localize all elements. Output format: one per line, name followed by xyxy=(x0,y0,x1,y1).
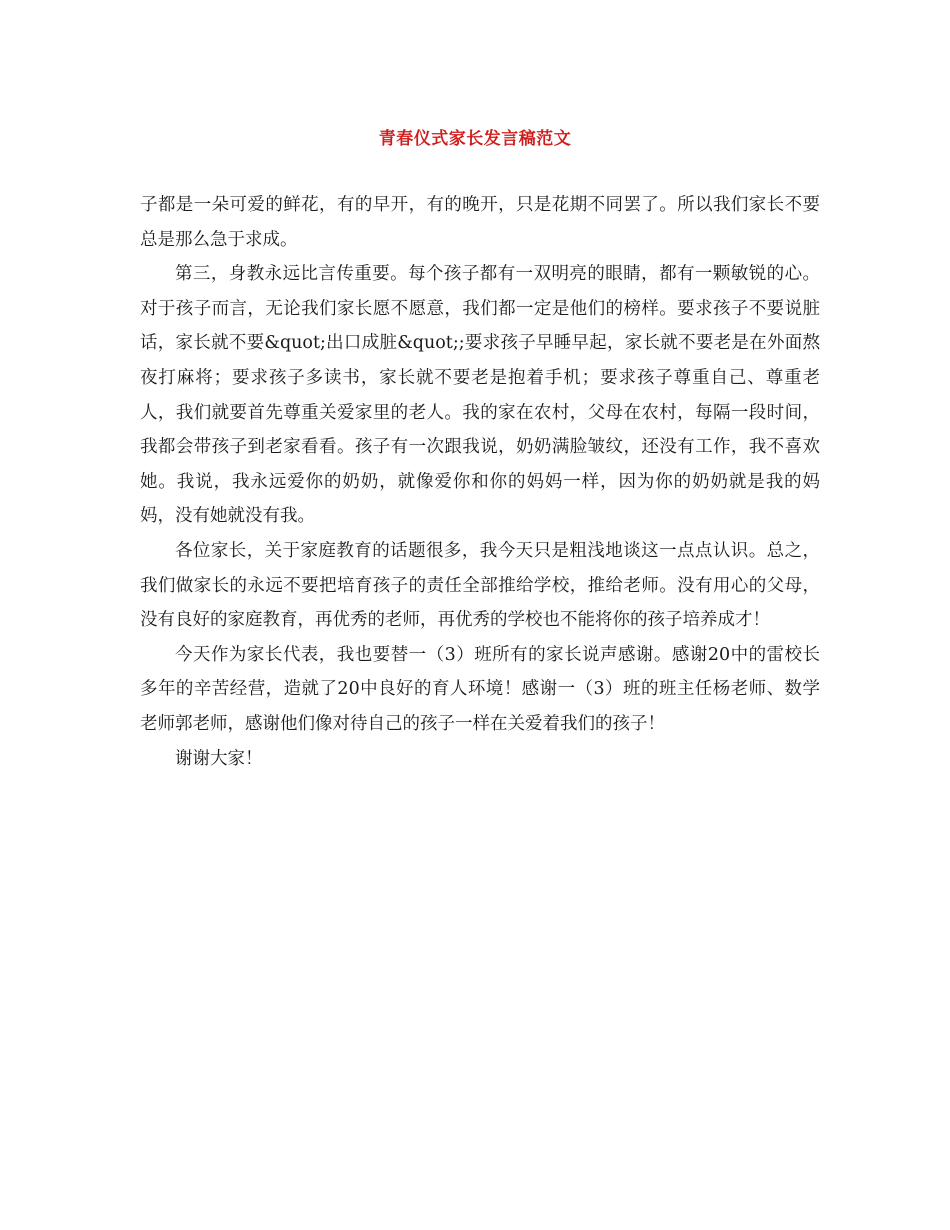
paragraph: 今天作为家长代表，我也要替一（3）班所有的家长说声感谢。感谢20中的雷校长多年的辛苦经营，造就了20中良好的育人环境！感谢一（3）班的班主任杨老师、数学老师郭老师，感谢他们像对待自己的孩子一样在关爱着我们的孩子！ xyxy=(140,644,820,734)
document-title: 青春仪式家长发言稿范文 xyxy=(378,129,572,149)
paragraph: 各位家长，关于家庭教育的话题很多，我今天只是粗浅地谈这一点点认识。总之，我们做家长的永远不要把培育孩子的责任全部推给学校，推给老师。没有用心的父母，没有良好的家庭教育，再优秀的老师，再优秀的学校也不能将你的孩子培养成才！ xyxy=(140,540,820,631)
paragraph: 子都是一朵可爱的鲜花，有的早开，有的晚开，只是花期不同罢了。所以我们家长不要总是那么急于求成。 xyxy=(140,195,820,250)
paragraph: 第三，身教永远比言传重要。每个孩子都有一双明亮的眼睛，都有一颗敏锐的心。对于孩子而言，无论我们家长愿不愿意，我们都一定是他们的榜样。要求孩子不要说脏话，家长就不要&quot;出口成脏&quot;;要求孩子早睡早起，家长就不要老是在外面熬夜打麻将；要求孩子多读书，家长就不要老是抱着手机；要求孩子尊重自己、尊重老人，我们就要首先尊重关爱家里的老人。我的家在农村，父母在农村，每隔一段时间，我都会带孩子到老家看看。孩子有一次跟我说，奶奶满脸皱纹，还没有工作，我不喜欢她。我说，我永远爱你的奶奶，就像爱你和你的妈妈一样，因为你的奶奶就是我的妈妈，没有她就没有我。 xyxy=(140,264,820,527)
paragraph: 谢谢大家！ xyxy=(175,748,263,769)
document-body xyxy=(140,188,820,776)
